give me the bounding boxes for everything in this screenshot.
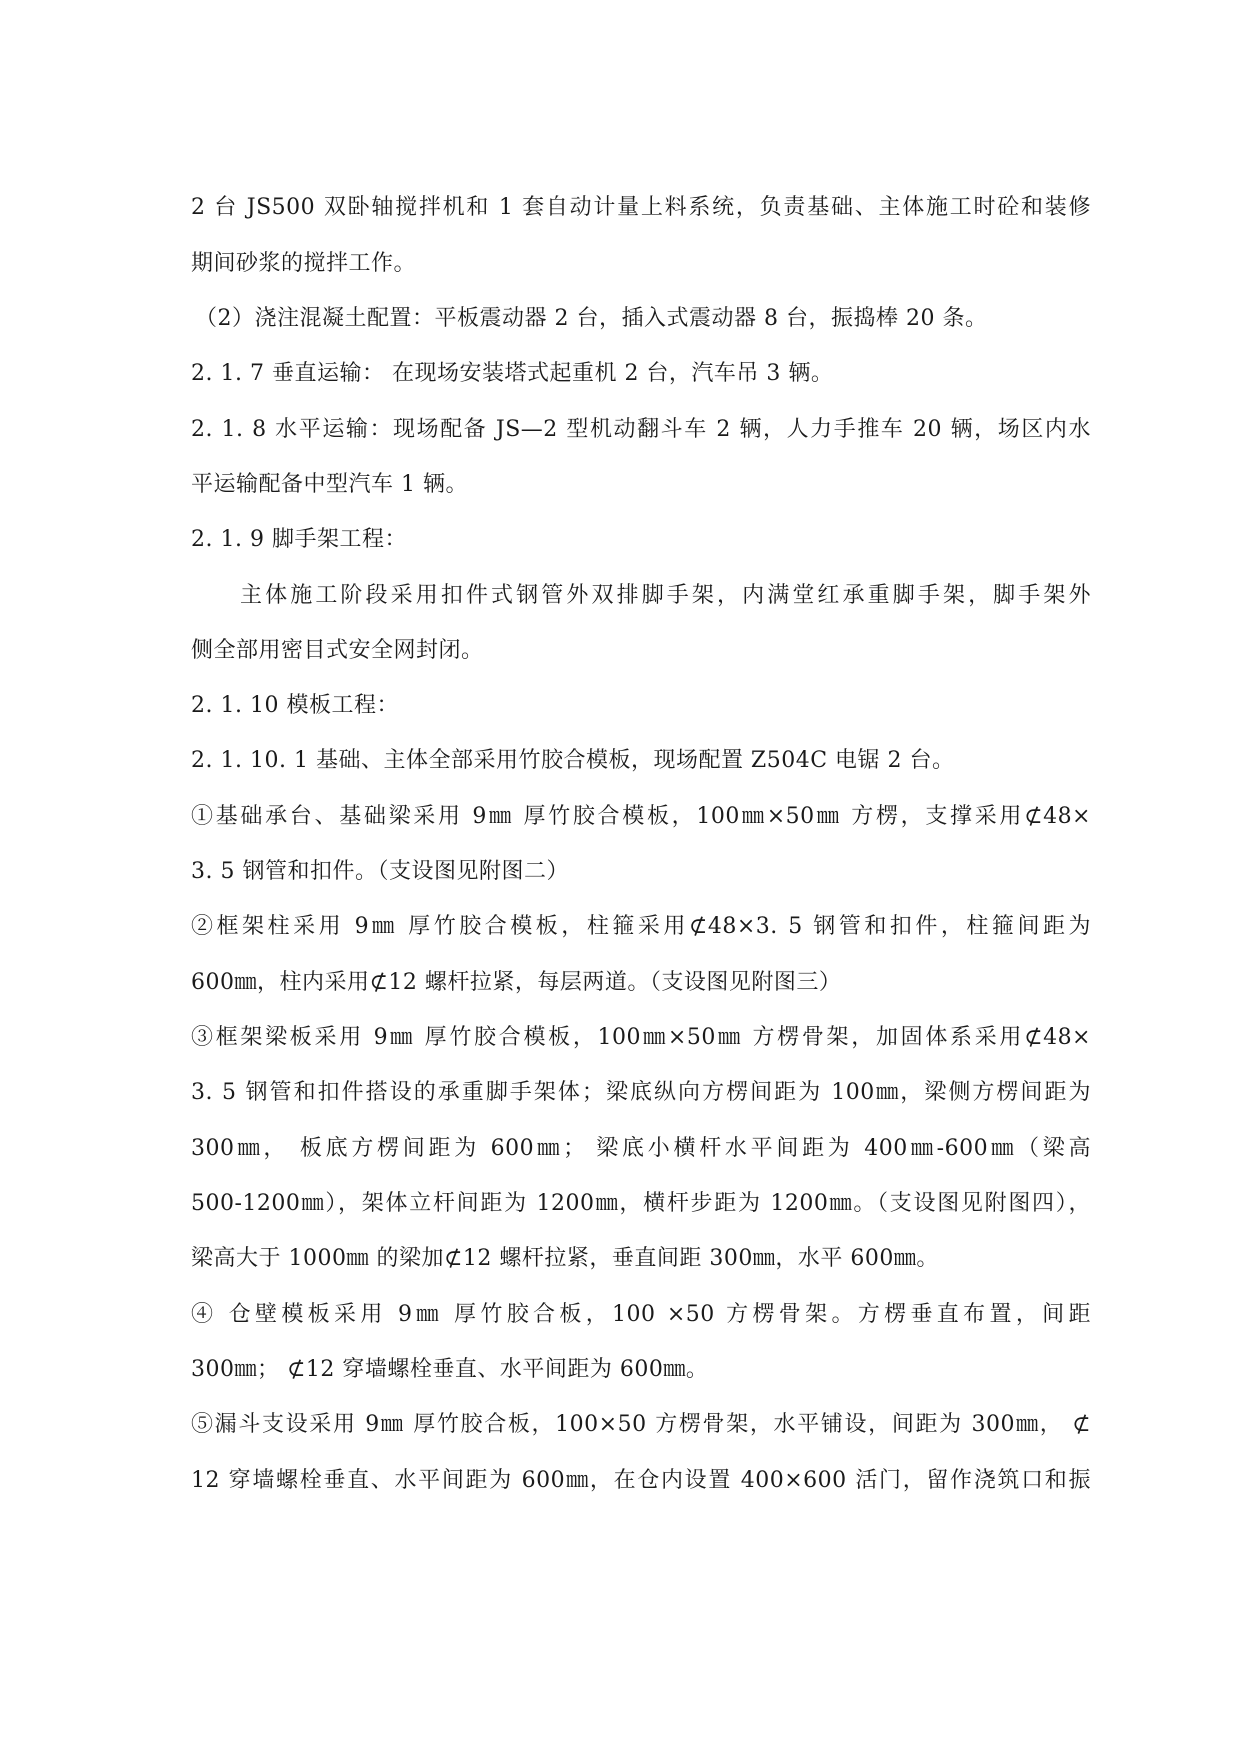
text-line: 300㎜， 板底方楞间距为 600㎜； 梁底小横杆水平间距为 400㎜-600㎜（梁高 xyxy=(191,1136,1091,1161)
text-line: （2）浇注混凝土配置：平板震动器 2 台，插入式震动器 8 台，振捣棒 20 条。 xyxy=(195,306,988,331)
section-heading: 2. 1. 9 脚手架工程： xyxy=(191,527,407,552)
list-item: ②框架柱采用 9㎜ 厚竹胶合模板，柱箍采用⊄48×3. 5 钢管和扣件，柱箍间距为 xyxy=(191,914,1091,939)
section-heading: 2. 1. 10 模板工程： xyxy=(191,693,399,718)
text-line: 主体施工阶段采用扣件式钢管外双排脚手架，内满堂红承重脚手架，脚手架外 xyxy=(240,583,1091,608)
text-line: 500-1200㎜），架体立杆间距为 1200㎜，横杆步距为 1200㎜。（支设图见附图四）， xyxy=(191,1191,1091,1216)
text-line: 梁高大于 1000㎜ 的梁加⊄12 螺杆拉紧，垂直间距 300㎜，水平 600㎜。 xyxy=(191,1246,939,1271)
list-item: ①基础承台、基础梁采用 9㎜ 厚竹胶合模板，100㎜×50㎜ 方楞，支撑采用⊄48× xyxy=(191,804,1091,829)
text-line: 12 穿墙螺栓垂直、水平间距为 600㎜，在仓内设置 400×600 活门，留作浇筑口和振 xyxy=(191,1468,1091,1493)
text-line: 侧全部用密目式安全网封闭。 xyxy=(191,638,484,663)
sub-section-heading: 2. 1. 10. 1 基础、主体全部采用竹胶合模板，现场配置 Z504C 电锯 2 台。 xyxy=(191,748,955,773)
section-heading: 2. 1. 8 水平运输：现场配备 JS—2 型机动翻斗车 2 辆，人力手推车 20 辆，场区内水 xyxy=(191,417,1091,442)
text-line: 平运输配备中型汽车 1 辆。 xyxy=(191,472,468,497)
list-item: ④ 仓壁模板采用 9㎜ 厚竹胶合板，100 ×50 方楞骨架。方楞垂直布置，间距 xyxy=(191,1302,1091,1327)
text-line: 3. 5 钢管和扣件搭设的承重脚手架体；梁底纵向方楞间距为 100㎜，梁侧方楞间距为 xyxy=(191,1080,1091,1105)
text-line: 300㎜； ⊄12 穿墙螺栓垂直、水平间距为 600㎜。 xyxy=(191,1357,709,1382)
text-line: 3. 5 钢管和扣件。（支设图见附图二） xyxy=(191,859,569,884)
list-item: ③框架梁板采用 9㎜ 厚竹胶合模板，100㎜×50㎜ 方楞骨架，加固体系采用⊄48× xyxy=(191,1025,1091,1050)
text-line: 600㎜，柱内采用⊄12 螺杆拉紧，每层两道。（支设图见附图三） xyxy=(191,970,842,995)
text-line: 2 台 JS500 双卧轴搅拌机和 1 套自动计量上料系统，负责基础、主体施工时砼和装修 xyxy=(191,195,1091,220)
text-line: 期间砂浆的搅拌工作。 xyxy=(191,251,417,276)
section-heading: 2. 1. 7 垂直运输： 在现场安装塔式起重机 2 台，汽车吊 3 辆。 xyxy=(191,361,834,386)
list-item: ⑤漏斗支设采用 9㎜ 厚竹胶合板，100×50 方楞骨架，水平铺设，间距为 300㎜， ⊄ xyxy=(191,1412,1091,1437)
